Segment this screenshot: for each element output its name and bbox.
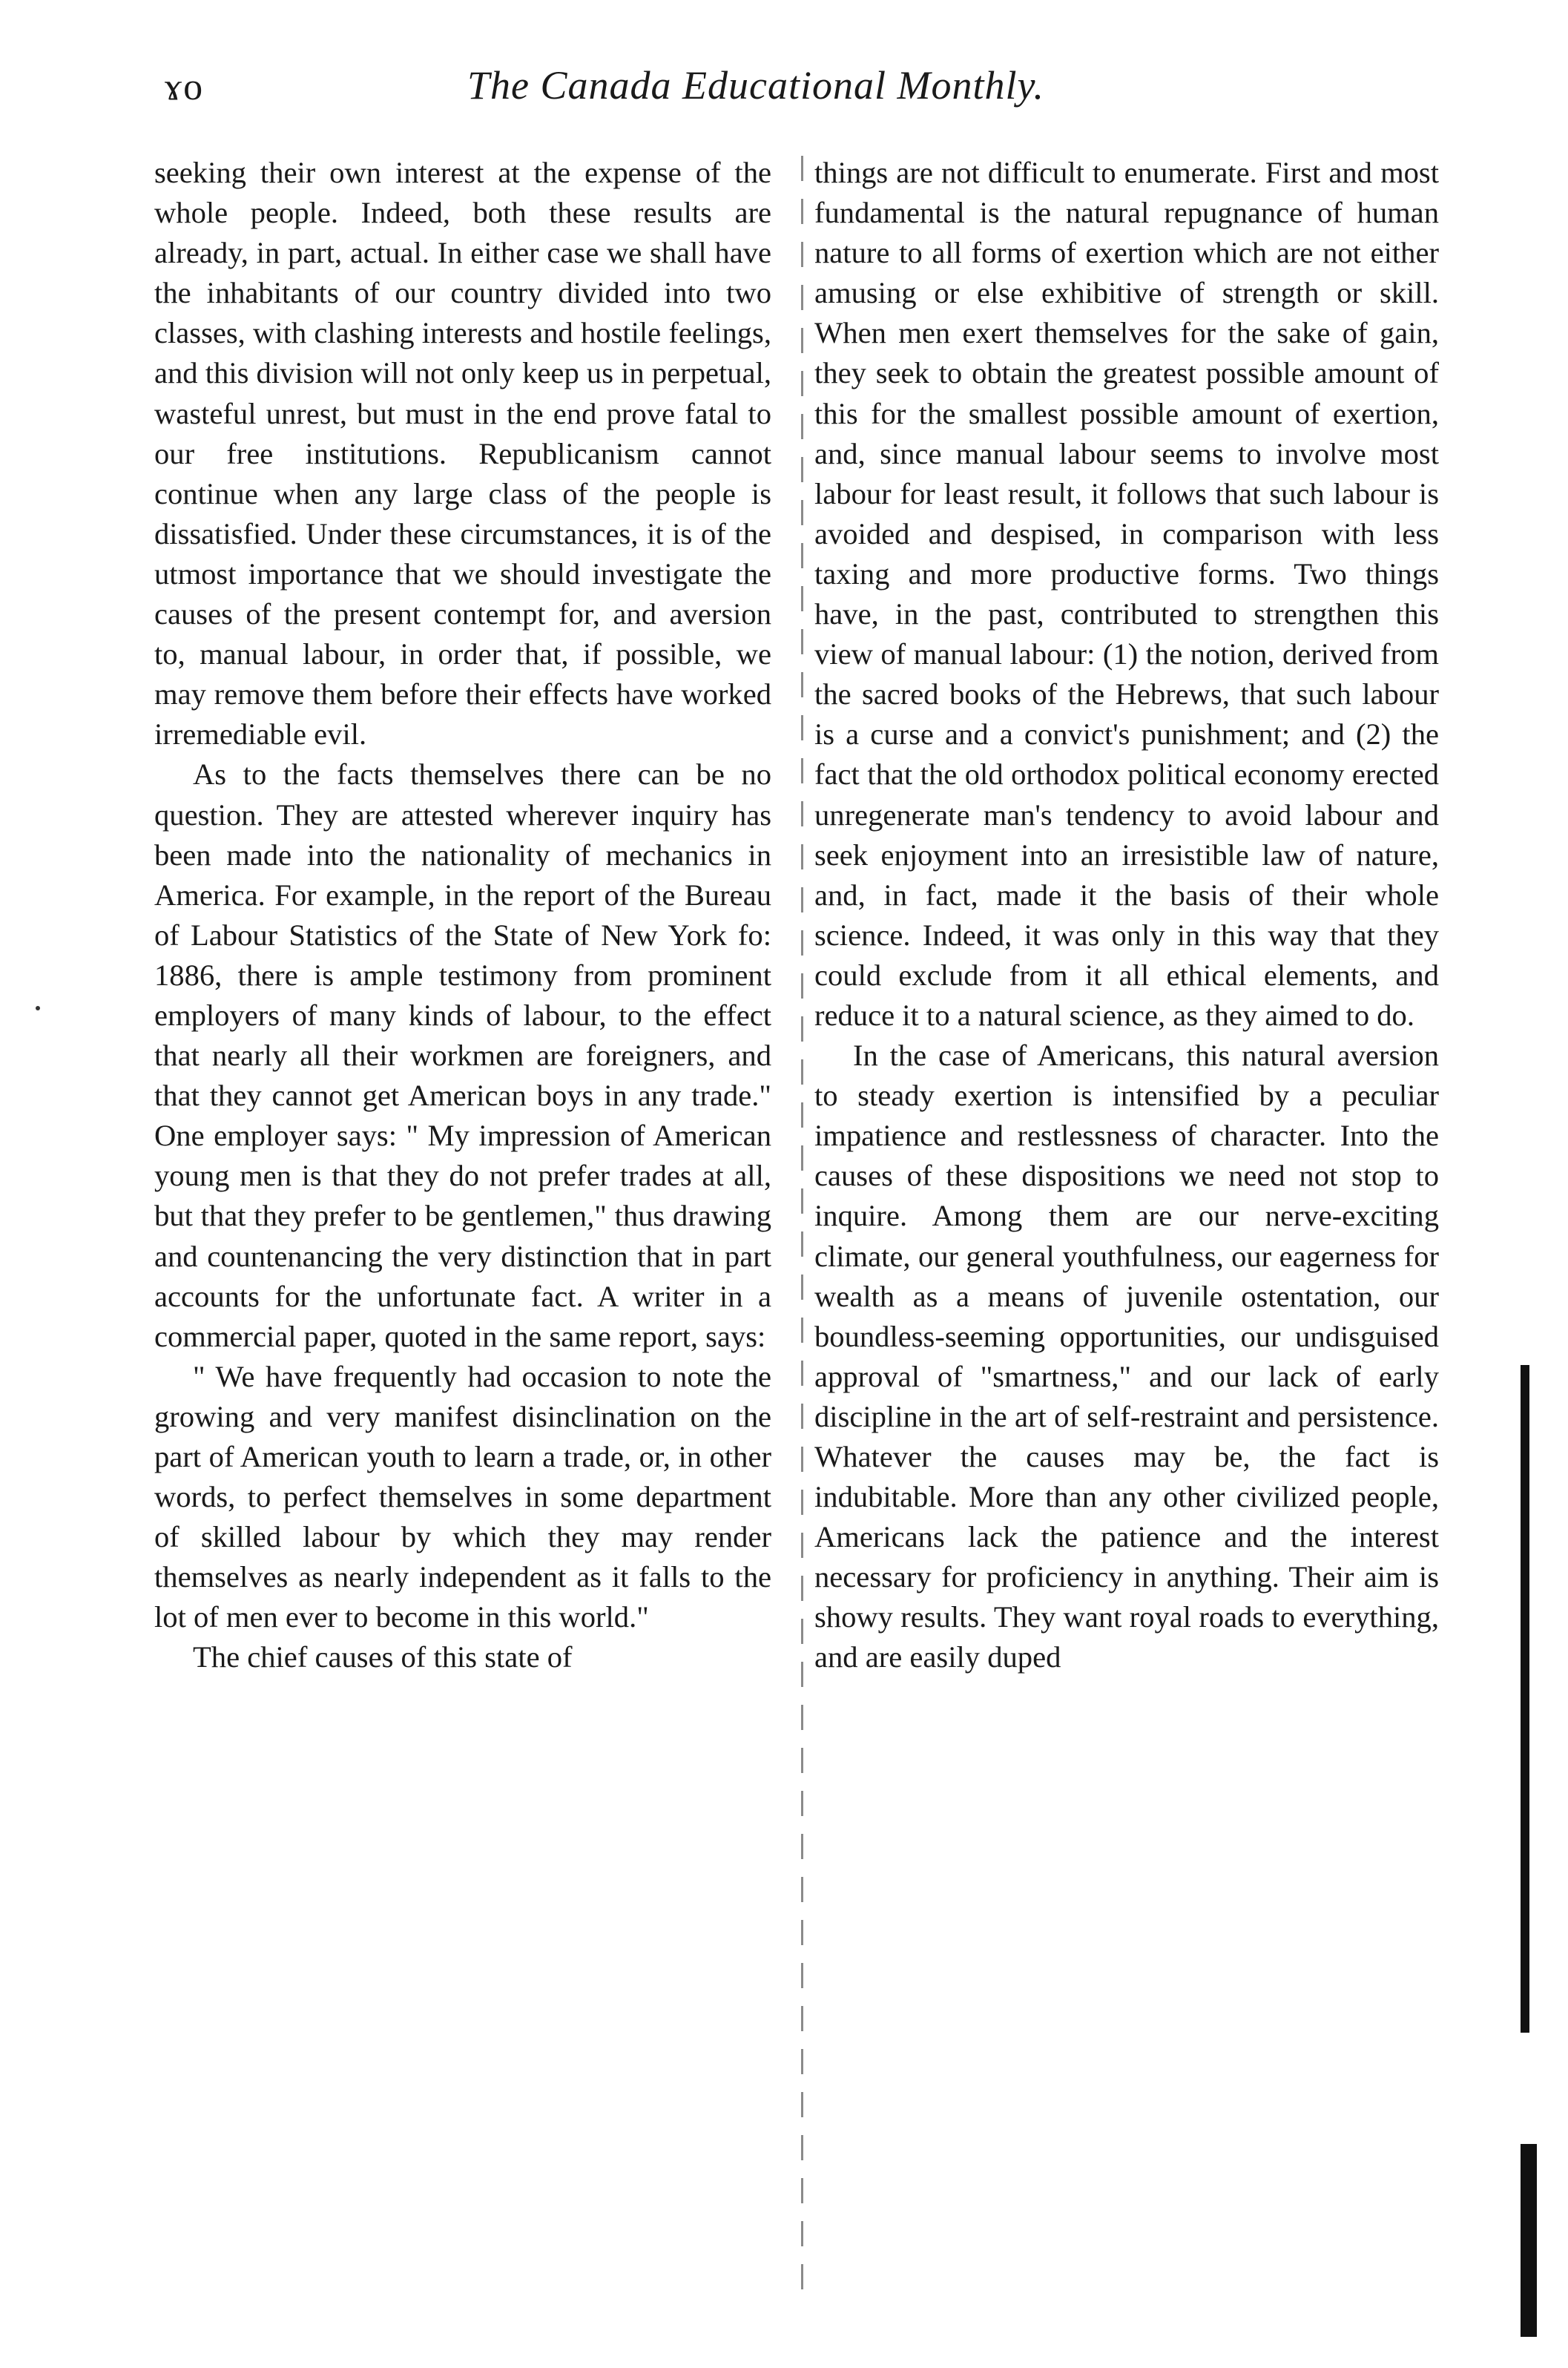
paragraph: seeking their own interest at the expense of the whole people. Indeed, both these results are already, in part, actual. In either case we shall have the inhabitants of our country divided into two classes, with clashing interests and hostile feelings, and this division will not only keep us in perpetual, wasteful unrest, but must in the end prove fatal to our free institutions. Republicanism cannot continue when any large class of the people is dissatisfied. Under these circumstances, it is of the utmost importance that we should investigate the causes of the present contempt for, and aversion to, manual labour, in order that, if possible, we may remove them before their effects have worked irremediable evil. [154, 156, 771, 751]
column-divider [801, 156, 803, 2307]
paragraph: The chief causes of this state of [193, 1640, 573, 1674]
left-column [154, 153, 771, 1678]
quoted-paragraph: " We have frequently had occasion to note the growing and very manifest disinclination on the part of American youth to learn a trade, or, in other words, to perfect themselves in some department of skilled labour by which they may render themselves as nearly independent as it falls to the lot of men ever to become in this world." [154, 1359, 771, 1634]
running-title: The Canada Educational Monthly. [467, 63, 1044, 108]
scan-speck [36, 1006, 40, 1010]
scan-edge-mark [1521, 2144, 1537, 2337]
scan-edge-mark [1521, 1365, 1529, 2033]
page-number: ɤo [165, 66, 205, 108]
paragraph: In the case of Americans, this natural aversion to steady exertion is intensified by a peculiar impatience and restlessness of character. Into the causes of these dispositions we need not stop to inquire. Among them are our nerve-exciting climate, our general youthfulness, our eagerness for wealth as a means of juvenile ostentation, our boundless-seeming opportunities, our undisguised approval of "smartness," and our lack of early discipline in the art of self-restraint and persistence. Whatever the causes may be, the fact is indubitable. More than any other civilized people, Americans lack the patience and the interest necessary for proficiency in anything. Their aim is showy results. They want royal roads to everything, and are easily duped [814, 1039, 1439, 1674]
paragraph: As to the facts themselves there can be no question. They are attested wherever inquiry has been made into the nationality of mechanics in America. For example, in the report of the Bureau of Labour Statistics of the State of New York fo: 1886, there is ample testimony from prominent employers of many kinds of labour, to the effect that nearly all their workmen are foreigners, and that they cannot get American boys in any trade." One employer says: " My impression of American young men is that they do not prefer trades at all, but that they prefer to be gentlemen," thus drawing and countenancing the very distinction that in part accounts for the unfortunate fact. A writer in a commercial paper, quoted in the same report, says: [154, 757, 771, 1353]
right-column [814, 153, 1439, 1678]
paragraph: things are not difficult to enumerate. First and most fundamental is the natural repugnance of human nature to all forms of exertion which are not either amusing or else exhibitive of strength or skill. When men exert themselves for the sake of gain, they seek to obtain the greatest possible amount of this for the smallest possible amount of exertion, and, since manual labour seems to involve most labour for least result, it follows that such labour is avoided and despised, in comparison with less taxing and more productive forms. Two things have, in the past, contributed to strengthen this view of manual labour: (1) the notion, derived from the sacred books of the Hebrews, that such labour is a curse and a convict's punishment; and (2) the fact that the old orthodox political economy erected unregenerate man's tendency to avoid labour and seek enjoyment into an irresistible law of nature, and, in fact, made it the basis of their whole science. Indeed, it was only in this way that they could exclude from it all ethical elements, and reduce it to a natural science, as they aimed to do. [814, 156, 1439, 1032]
